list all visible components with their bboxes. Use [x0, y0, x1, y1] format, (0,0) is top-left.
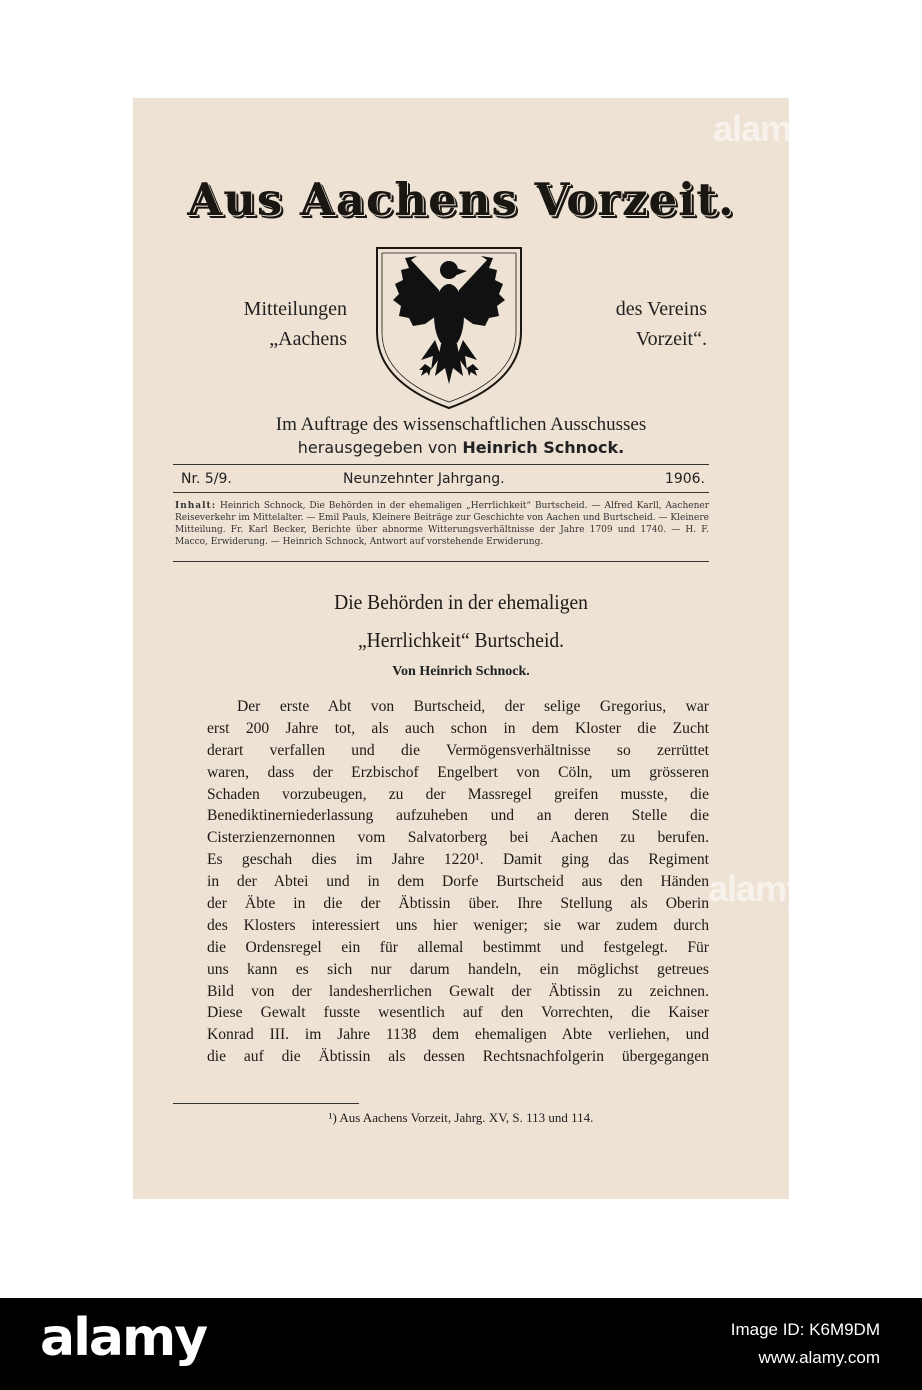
commission-line: Im Auftrage des wissenschaftlichen Ausschusses	[275, 414, 647, 435]
article-title-line2: „Herrlichkeit“ Burtscheid.	[357, 628, 565, 652]
journal-title: Aus Aachens Vorzeit.	[187, 173, 735, 226]
subtitle-right-line1: des Vereins	[615, 298, 707, 320]
stock-url: www.alamy.com	[758, 1348, 880, 1367]
eagle-shield-icon	[373, 244, 525, 412]
subtitle-right	[547, 294, 707, 354]
image-id: Image ID: K6M9DM	[730, 1320, 880, 1339]
body-line: Der erste Abt von Burtscheid, der selige Gregorius, war	[237, 698, 709, 715]
issue-line	[173, 471, 709, 491]
body-line: Cisterzienzernonnen vom Salvatorberg bei Aachen zu berufen.	[207, 829, 709, 847]
body-line: die auf die Äbtissin als dessen Rechtsnachfolgerin übergegangen	[207, 1048, 709, 1066]
body-line: Diese Gewalt fusste wesentlich auf den Vorrechten, die Kaiser	[207, 1004, 709, 1022]
issue-number: Nr. 5/9.	[181, 471, 232, 487]
footnote: ¹) Aus Aachens Vorzeit, Jahrg. XV, S. 113 und 114.	[328, 1110, 594, 1125]
contents-label: Inhalt:	[175, 501, 217, 511]
table-of-contents	[175, 500, 709, 548]
editor-name: Heinrich Schnock.	[462, 438, 625, 457]
issue-year: 1906.	[664, 471, 705, 487]
body-line: Es geschah dies im Jahre 1220¹. Damit ging das Regiment	[207, 851, 709, 869]
subtitle-left-line2: „Aachens	[269, 328, 347, 350]
scanned-page	[133, 98, 811, 1199]
article-title: Die Behörden in der ehemaligen	[334, 590, 588, 614]
body-line: Schaden vorzubeugen, zu der Massregel greifen musste, die	[207, 785, 709, 803]
body-line: Bild von der landesherrlichen Gewalt der Äbtissin zu zeichnen.	[207, 982, 709, 1000]
body-line: der Äbte in die der Äbtissin über. Ihre Stellung als Oberin	[207, 895, 709, 913]
body-line: Konrad III. im Jahre 1138 dem ehemaligen Abte verliehen, und	[207, 1026, 709, 1044]
editor-prefix: herausgegeben von	[297, 438, 458, 457]
body-line: erst 200 Jahre tot, als auch schon in dem Kloster die Zucht	[207, 719, 709, 737]
body-line: in der Abtei und in dem Dorfe Burtscheid aus den Händen	[207, 873, 709, 891]
body-line: waren, dass der Erzbischof Engelbert von Cöln, um grösseren	[207, 763, 709, 781]
subtitle-left-line1: Mitteilungen	[243, 298, 347, 320]
body-line: die Ordensregel ein für allemal bestimmt und festgelegt. Für	[207, 938, 709, 956]
body-line: uns kann es sich nur darum handeln, ein möglichst getreues	[207, 960, 709, 978]
body-line: derart verfallen und die Vermögensverhältnisse so zerrüttet	[207, 741, 709, 759]
contents-text: Heinrich Schnock, Die Behörden in der ehemaligen „Herrlichkeit“ Burtscheid. — Alfred Karll, Aachener Reiseverkehr im Mittelalter. — Emil Pauls, Kleinere Beiträge zur Geschichte von Aachen und Burtscheid. — Kleinere Mitteilung. Fr. Karl Becker, Berichte über abnorme Witterungsverhältnisse der Jahre 1709 und 1740. — H. F. Macco, Erwiderung. — Heinrich Schnock, Antwort auf vorstehende Erwiderung.	[175, 501, 709, 547]
editor-line	[133, 438, 789, 457]
body-line: des Klosters interessiert uns hier weniger; sie war zudem durch	[207, 916, 709, 934]
divider	[173, 464, 709, 465]
watermark: alamy	[708, 868, 806, 909]
watermark: alamy	[713, 108, 811, 149]
article-byline: Von Heinrich Schnock.	[392, 664, 530, 679]
issue-volume: Neunzehnter Jahrgang.	[343, 471, 505, 487]
body-line: Benediktinerniederlassung aufzuheben und an deren Stelle die	[207, 807, 709, 825]
divider	[173, 561, 709, 562]
divider	[173, 492, 709, 493]
footnote-divider	[173, 1103, 359, 1104]
subtitle-right-line2: Vorzeit“.	[635, 328, 707, 350]
alamy-logo: alamy	[40, 1308, 207, 1368]
article-body	[207, 696, 709, 1068]
subtitle-left	[183, 294, 347, 354]
stock-footer-bar	[0, 1298, 922, 1390]
